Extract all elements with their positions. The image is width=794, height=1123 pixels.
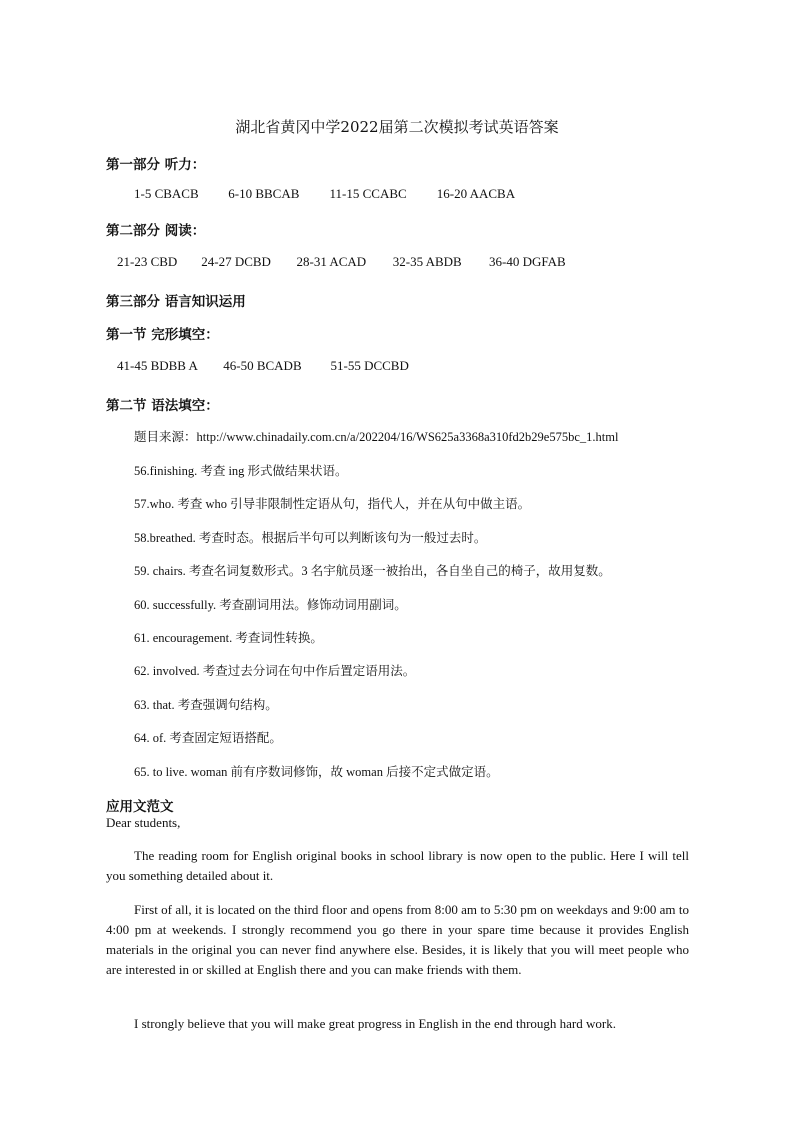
- part1-answers: [134, 186, 515, 202]
- document-title: 湖北省黄冈中学2022届第二次模拟考试英语答案: [235, 118, 559, 136]
- grammar-item: 64. of. 考查固定短语搭配。: [134, 731, 282, 745]
- grammar-item: 65. to live. woman 前有序数词修饰，故 woman 后接不定式做定语。: [134, 765, 499, 779]
- answer-group: 1-5 CBACB: [134, 186, 199, 201]
- paragraph-text: The reading room for English original books in school library is now open to the public. Here I will tell you something detailed about it.: [106, 848, 689, 883]
- grammar-item: 63. that. 考查强调句结构。: [134, 698, 278, 712]
- part2-heading: 第二部分 阅读：: [106, 223, 206, 239]
- part3-heading: 第三部分 语言知识运用: [106, 294, 246, 310]
- answer-group: 32-35 ABDB: [392, 254, 462, 269]
- answer-group: 51-55 DCCBD: [330, 358, 409, 373]
- grammar-item: 57.who. 考查 who 引导非限制性定语从句，指代人，并在从句中做主语。: [134, 497, 531, 511]
- answer-group: 6-10 BBCAB: [228, 186, 300, 201]
- paragraph-text: I strongly believe that you will make great progress in English in the end through hard work.: [134, 1016, 616, 1031]
- source-line: 题目来源：http://www.chinadaily.com.cn/a/202204/16/WS625a3368a310fd2b29e575bc_1.html: [134, 430, 619, 444]
- paragraph-text: First of all, it is located on the third floor and opens from 8:00 am to 5:30 pm on weekdays and 9:00 am to 4:00 pm at weekends. I strongly recommend you go there in your spare time because it provides English materials in the original you can never find anywhere else. Besides, it is likely that you will meet people who are interested in or skilled at English there and you can make friends with them.: [106, 902, 689, 977]
- essay-paragraph: [106, 1014, 689, 1034]
- part1-heading: 第一部分 听力：: [106, 157, 206, 173]
- part2-answers: [117, 254, 566, 270]
- essay-paragraph: [106, 846, 689, 886]
- grammar-item: 61. encouragement. 考查词性转换。: [134, 631, 323, 645]
- grammar-item: 58.breathed. 考查时态。根据后半句可以判断该句为一般过去时。: [134, 531, 487, 545]
- answer-group: 24-27 DCBD: [201, 254, 271, 269]
- section2-heading: 第二节 语法填空：: [106, 398, 219, 414]
- section1-answers: [117, 358, 409, 374]
- answer-group: 46-50 BCADB: [223, 358, 302, 373]
- answer-group: 36-40 DGFAB: [489, 254, 566, 269]
- answer-group: 41-45 BDBB A: [117, 358, 198, 373]
- grammar-item: 56.finishing. 考查 ing 形式做结果状语。: [134, 464, 348, 478]
- grammar-item: 62. involved. 考查过去分词在句中作后置定语用法。: [134, 664, 416, 678]
- grammar-item: 60. successfully. 考查副词用法。修饰动词用副词。: [134, 598, 407, 612]
- essay-heading: 应用文范文: [106, 799, 174, 815]
- section1-heading: 第一节 完形填空：: [106, 327, 219, 343]
- answer-group: 11-15 CCABC: [329, 186, 407, 201]
- essay-greeting: Dear students,: [106, 815, 181, 830]
- answer-group: 16-20 AACBA: [436, 186, 516, 201]
- grammar-item: 59. chairs. 考查名词复数形式。3 名宇航员逐一被抬出，各自坐自己的椅子，故用复数。: [134, 564, 611, 578]
- answer-group: 28-31 ACAD: [296, 254, 367, 269]
- answer-group: 21-23 CBD: [117, 254, 178, 269]
- essay-paragraph: [106, 900, 689, 980]
